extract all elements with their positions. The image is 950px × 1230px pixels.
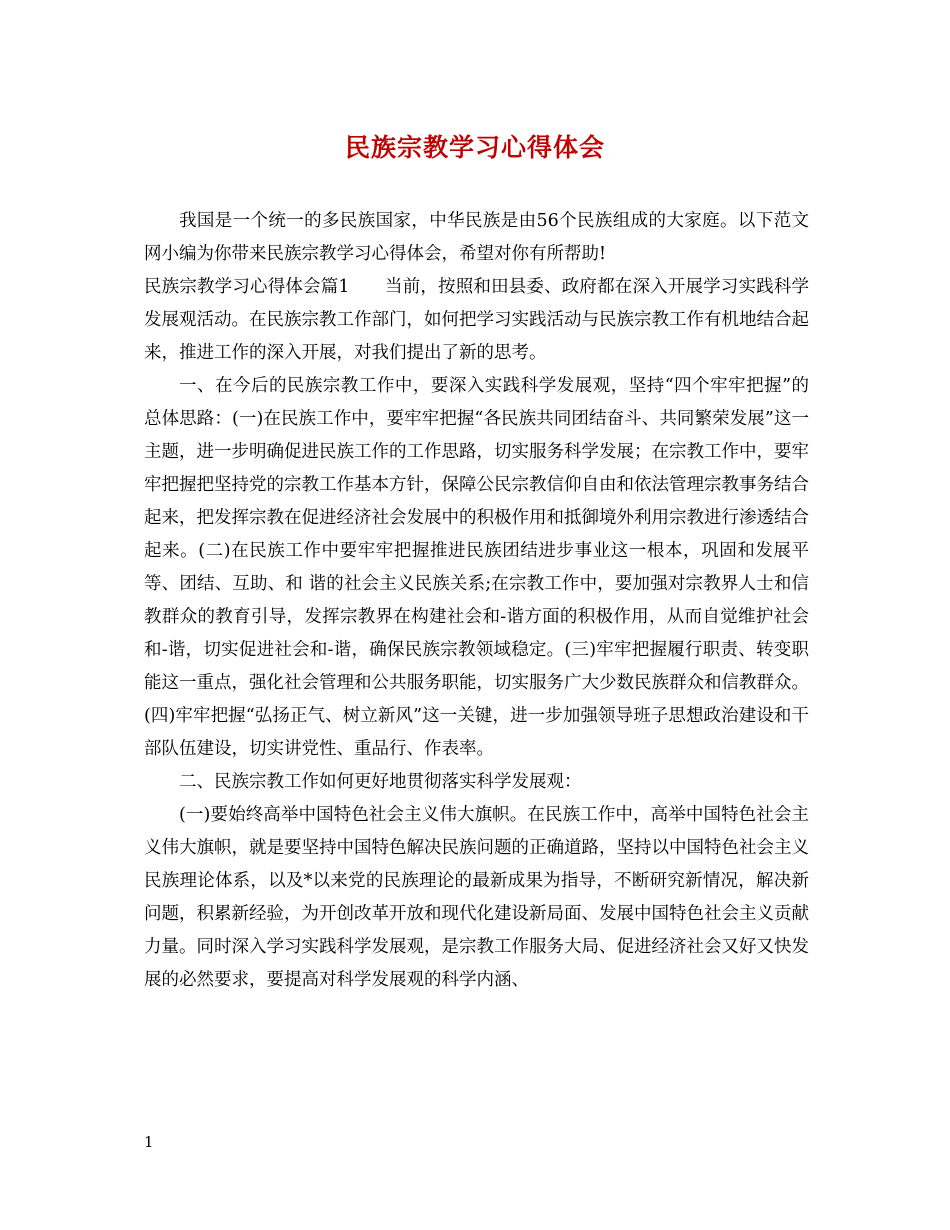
document-title: 民族宗教学习心得体会 <box>344 133 605 162</box>
paragraph-3: (一)要始终高举中国特色社会主义伟大旗帜。在民族工作中，高举中国特色社会主义伟大旗帜，就是要坚持中国特色解决民族问题的正确道路，坚持以中国特色社会主义民族理论体系，以及*以来党的民族理论的最新成果为指导，不断研究新情况，解决新问题，积累新经验，为开创改革开放和现代化建设新局面、发展中国特色社会主义贡献力量。同时深入学习实践科学发展观，是宗教工作服务大局、促进经济社会又好又快发展的必然要求，要提高对科学发展观的科学内涵、 <box>144 805 809 990</box>
section-heading-paragraph: 民族宗教学习心得体会篇1 当前，按照和田县委、政府都在深入开展学习实践科学发展观活动。在民族宗教工作部门，如何把学习实践活动与民族宗教工作有机地结合起来，推进工作的深入开展，对我们提出了新的思考。 <box>144 277 809 363</box>
document-body <box>144 205 809 997</box>
paragraph-1: 一、在今后的民族宗教工作中，要深入实践科学发展观，坚持“四个牢牢把握”的总体思路：(一)在民族工作中，要牢牢把握“各民族共同团结奋斗、共同繁荣发展”这一主题，进一步明确促进民族工作的工作思路，切实服务科学发展；在宗教工作中，要牢牢把握把坚持党的宗教工作基本方针，保障公民宗教信仰自由和依法管理宗教事务结合起来，把发挥宗教在促进经济社会发展中的积极作用和抵御境外利用宗教进行渗透结合起来。(二)在民族工作中要牢牢把握推进民族团结进步事业这一根本，巩固和发展平等、团结、互助、和 谐的社会主义民族关系;在宗教工作中，要加强对宗教界人士和信教群众的教育引导，发挥宗教界在构建社会和-谐方面的积极作用，从而自觉维护社会和-谐，切实促进社会和-谐，确保民族宗教领域稳定。(三)牢牢把握履行职责、转变职能这一重点，强化社会管理和公共服务职能，切实服务广大少数民族群众和信教群众。(四)牢牢把握“弘扬正气、树立新风”这一关键，进一步加强领导班子思想政治建设和干部队伍建设，切实讲党性、重品行、作表率。 <box>144 376 809 759</box>
page-number: 1 <box>144 1133 154 1151</box>
paragraph-2: 二、民族宗教工作如何更好地贯彻落实科学发展观： <box>179 772 582 792</box>
intro-paragraph: 我国是一个统一的多民族国家，中华民族是由56个民族组成的大家庭。以下范文网小编为你带来民族宗教学习心得体会，希望对你有所帮助! <box>144 211 809 264</box>
